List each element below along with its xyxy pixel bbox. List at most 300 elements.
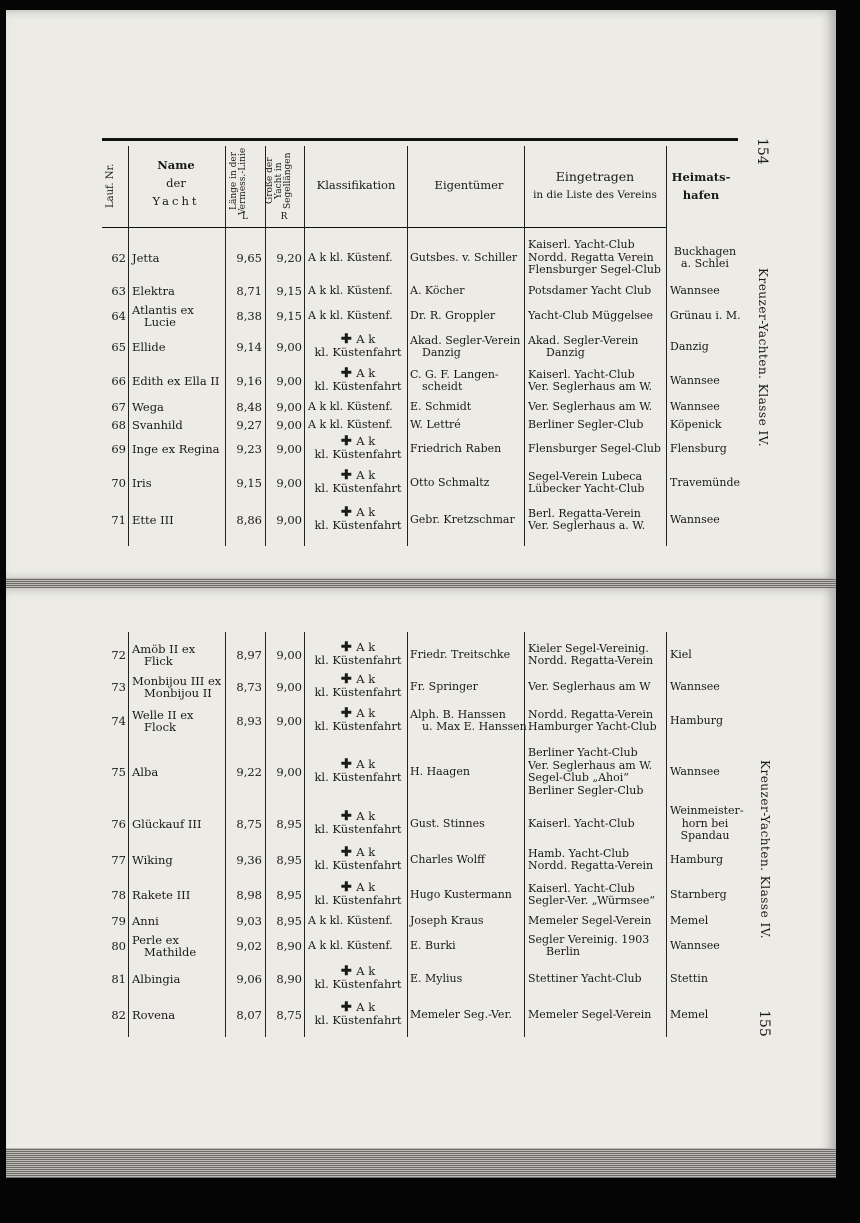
cell-name: [132, 375, 230, 388]
heimatshafen-line: Wannsee: [670, 764, 720, 778]
header-heimatshafen: [666, 170, 736, 202]
cell-eingetragen: [528, 643, 668, 668]
cell-eingetragen: [528, 681, 668, 694]
klassifikation-line: A k kl. Küstenf.: [308, 913, 393, 927]
eingetragen-line: Hamburger Yacht-Club: [528, 720, 657, 733]
cell-laenge: 9,65: [236, 250, 262, 265]
cell-eigentuemer: [410, 252, 528, 265]
cell-klassifikation: [308, 469, 408, 495]
page-number: 155: [756, 1010, 772, 1037]
cell-eingetragen: [528, 883, 668, 908]
table-row: [6, 416, 836, 434]
page-number: 154: [754, 138, 770, 165]
cross-icon: ✚: [340, 433, 357, 449]
cell-eingetragen: [528, 508, 668, 533]
eingetragen-line: Segel-Club „Ahoi“: [528, 771, 629, 784]
table-row: [6, 364, 836, 398]
cell-klassifikation: [308, 506, 408, 532]
cell-heimatshafen: [670, 310, 740, 323]
cell-lauf-nr: 70: [111, 475, 126, 490]
name-line: Elektra: [132, 283, 175, 298]
cell-lauf-nr: 77: [111, 852, 126, 867]
heimatshafen-line: Memel: [670, 1007, 709, 1021]
cell-laenge: 8,73: [236, 679, 262, 694]
heimatshafen-line: Köpenick: [670, 417, 722, 431]
cell-name: [132, 1009, 230, 1022]
page-stack-edge-bottom: [6, 1148, 836, 1178]
cell-klassifikation: [308, 401, 408, 414]
cell-klassifikation: [308, 435, 408, 461]
eingetragen-line: Nordd. Regatta-Verein: [528, 707, 654, 721]
eigentuemer-line: E. Mylius: [410, 971, 463, 985]
cell-lauf-nr: 75: [111, 764, 126, 779]
cell-lauf-nr: 71: [111, 512, 126, 527]
cell-eingetragen: [528, 709, 668, 734]
eingetragen-line: Akad. Segler-Verein: [528, 333, 639, 347]
heimatshafen-line: Wannsee: [670, 938, 720, 952]
cell-laenge: 8,48: [236, 399, 262, 414]
heimatshafen-line: Wannsee: [670, 373, 720, 387]
cell-name: [132, 341, 230, 354]
cell-heimatshafen: [670, 940, 740, 953]
cross-icon: ✚: [340, 639, 357, 655]
cell-klassifikation: [308, 846, 408, 872]
cell-groesse: 9,00: [276, 373, 302, 388]
cell-groesse: 8,90: [276, 938, 302, 953]
eingetragen-line: Segler Vereinig. 1903: [528, 932, 650, 946]
cell-heimatshafen: [670, 1009, 740, 1022]
eigentuemer-line: Gutsbes. v. Schiller: [410, 250, 518, 264]
cell-lauf-nr: 62: [111, 250, 126, 265]
cell-heimatshafen: [670, 514, 740, 527]
heimatshafen-line: Wannsee: [670, 679, 720, 693]
cell-klassifikation: [308, 881, 408, 907]
eingetragen-line: Kaiserl. Yacht-Club: [528, 881, 635, 895]
cell-eingetragen: [528, 419, 668, 432]
heimatshafen-line: Danzig: [670, 339, 709, 353]
name-line: Rovena: [132, 1007, 176, 1022]
name-line: Lucie: [144, 315, 176, 329]
eingetragen-line: Hamb. Yacht-Club: [528, 846, 630, 860]
cell-eigentuemer: [410, 1009, 528, 1022]
klassifikation-line: kl. Küstenfahrt: [314, 518, 402, 532]
heimatshafen-line: Hamburg: [670, 852, 724, 866]
heimatshafen-line: horn bei: [681, 816, 729, 830]
eingetragen-line: Flensburger Segel-Club: [528, 441, 661, 455]
eingetragen-line: Kieler Segel-Vereinig.: [528, 641, 649, 655]
cell-name: [132, 514, 230, 527]
cell-name: [132, 443, 230, 456]
running-title: Kreuzer-Yachten. Klasse IV.: [758, 760, 772, 940]
eigentuemer-line: H. Haagen: [410, 764, 470, 778]
table-row: [6, 302, 836, 330]
cell-eigentuemer: [410, 477, 528, 490]
cell-lauf-nr: 63: [111, 283, 126, 298]
eigentuemer-line: Hugo Kustermann: [410, 887, 512, 901]
eigentuemer-line: Gust. Stinnes: [410, 816, 485, 830]
cell-laenge: 9,22: [236, 764, 262, 779]
cell-lauf-nr: 73: [111, 679, 126, 694]
header-heimat-1: Heimats-: [671, 170, 731, 184]
table-row: [6, 878, 836, 912]
cell-lauf-nr: 81: [111, 971, 126, 986]
eingetragen-line: Berlin: [546, 945, 580, 958]
cell-groesse: 9,15: [276, 308, 302, 323]
header-groesse: Größe der Yacht in Segellängen: [265, 152, 293, 210]
cell-name: [132, 709, 230, 734]
eigentuemer-line: Dr. R. Groppler: [410, 308, 496, 322]
cell-name: [132, 252, 230, 265]
cell-eigentuemer: [410, 335, 528, 360]
name-line: Monbijou III ex: [132, 673, 222, 688]
cell-klassifikation: [308, 419, 408, 432]
cell-heimatshafen: [670, 854, 740, 867]
cell-lauf-nr: 72: [111, 647, 126, 662]
header-name: [128, 158, 224, 208]
table-row: [6, 804, 836, 844]
cell-klassifikation: [308, 673, 408, 699]
cell-eigentuemer: [410, 514, 528, 527]
cell-heimatshafen: [670, 246, 740, 271]
header-eingetragen-2: in die Liste des Vereins: [533, 189, 657, 201]
cell-klassifikation: [308, 810, 408, 836]
klassifikation-line: A k kl. Küstenf.: [308, 250, 393, 264]
cell-groesse: 8,95: [276, 816, 302, 831]
page-stack-edge: [6, 578, 836, 588]
eigentuemer-line: W. Lettré: [410, 417, 461, 431]
cell-laenge: 9,36: [236, 852, 262, 867]
eigentuemer-line: Memeler Seg.-Ver.: [410, 1007, 512, 1021]
cell-heimatshafen: [670, 715, 740, 728]
cross-icon: ✚: [340, 331, 357, 347]
cell-heimatshafen: [670, 375, 740, 388]
cell-groesse: 8,75: [276, 1007, 302, 1022]
name-line: Rakete III: [132, 887, 191, 902]
cell-groesse: 9,00: [276, 339, 302, 354]
eingetragen-line: Ver. Seglerhaus am W.: [528, 399, 653, 413]
klassifikation-line: kl. Küstenfahrt: [314, 345, 402, 359]
eigentuemer-line: Akad. Segler-Verein: [410, 333, 521, 347]
cell-eigentuemer: [410, 940, 528, 953]
cross-icon: ✚: [340, 705, 357, 721]
cell-name: [132, 889, 230, 902]
cell-groesse: 9,00: [276, 475, 302, 490]
cell-klassifikation: [308, 707, 408, 733]
header-name-3: Yacht: [152, 194, 200, 208]
cell-eingetragen: [528, 934, 668, 959]
cell-eigentuemer: [410, 915, 528, 928]
cross-icon: ✚: [340, 879, 357, 895]
cell-eigentuemer: [410, 419, 528, 432]
cell-heimatshafen: [670, 973, 740, 986]
cell-laenge: 8,86: [236, 512, 262, 527]
name-line: Anni: [132, 913, 159, 928]
cell-groesse: 9,00: [276, 679, 302, 694]
heimatshafen-line: Weinmeister-: [670, 804, 744, 818]
header-name-1: Name: [157, 158, 195, 172]
heimatshafen-line: Spandau: [680, 829, 730, 843]
cell-groesse: 9,00: [276, 713, 302, 728]
cell-eigentuemer: [410, 973, 528, 986]
table-row: [6, 740, 836, 804]
cell-klassifikation: [308, 252, 408, 265]
header-rule: [102, 138, 738, 141]
cell-eigentuemer: [410, 818, 528, 831]
heimatshafen-line: a. Schlei: [681, 257, 729, 270]
header-laenge: Länge in der Vermess.-Linie: [229, 147, 248, 215]
klassifikation-line: kl. Küstenfahrt: [314, 893, 402, 907]
klassifikation-line: A k kl. Küstenf.: [308, 399, 393, 413]
cell-eingetragen: [528, 369, 668, 394]
table-row: [6, 912, 836, 930]
klassifikation-line: kl. Küstenfahrt: [314, 822, 402, 836]
klassifikation-line: kl. Küstenfahrt: [314, 379, 402, 393]
cell-klassifikation: [308, 965, 408, 991]
eingetragen-line: Stettiner Yacht-Club: [528, 971, 642, 985]
table-row: [6, 844, 836, 876]
name-line: Ellide: [132, 339, 166, 354]
header-eingetragen: [524, 170, 666, 202]
cell-eigentuemer: [410, 369, 528, 394]
eingetragen-line: Nordd. Regatta Verein: [528, 250, 654, 264]
name-line: Albingia: [132, 971, 181, 986]
running-title: Kreuzer-Yachten. Klasse IV.: [756, 268, 770, 448]
cell-eigentuemer: [410, 649, 528, 662]
cell-laenge: 9,14: [236, 339, 262, 354]
cell-heimatshafen: [670, 443, 740, 456]
heimatshafen-line: Travemünde: [670, 475, 741, 489]
cell-heimatshafen: [670, 889, 740, 902]
name-line: Flick: [144, 654, 173, 668]
cell-laenge: 8,93: [236, 713, 262, 728]
cell-klassifikation: [308, 758, 408, 784]
cell-klassifikation: [308, 333, 408, 359]
cell-name: [132, 477, 230, 490]
klassifikation-line: ✚ A k: [340, 467, 376, 483]
heimatshafen-line: Wannsee: [670, 512, 720, 526]
header-name-2: der: [166, 176, 186, 190]
cell-groesse: 9,00: [276, 417, 302, 432]
eigentuemer-line: Otto Schmaltz: [410, 475, 490, 489]
table-row: [6, 998, 836, 1032]
heimatshafen-line: Grünau i. M.: [670, 308, 741, 322]
klassifikation-line: kl. Küstenfahrt: [314, 447, 402, 461]
cell-lauf-nr: 82: [111, 1007, 126, 1022]
cell-lauf-nr: 78: [111, 887, 126, 902]
klassifikation-line: ✚ A k: [340, 844, 376, 860]
klassifikation-line: ✚ A k: [340, 808, 376, 824]
cell-laenge: 8,38: [236, 308, 262, 323]
cell-groesse: 8,95: [276, 913, 302, 928]
eingetragen-line: Nordd. Regatta-Verein: [528, 859, 654, 872]
cell-eingetragen: [528, 285, 668, 298]
klassifikation-line: A k kl. Küstenf.: [308, 283, 393, 297]
cell-eingetragen: [528, 471, 668, 496]
table-row: [6, 640, 836, 670]
eingetragen-line: Lübecker Yacht-Club: [528, 482, 645, 495]
cell-laenge: 9,03: [236, 913, 262, 928]
heimatshafen-line: Wannsee: [670, 399, 720, 413]
header-heimat-2: hafen: [682, 188, 720, 202]
cross-icon: ✚: [340, 467, 357, 483]
cell-lauf-nr: 76: [111, 816, 126, 831]
klassifikation-line: kl. Küstenfahrt: [314, 481, 402, 495]
cross-icon: ✚: [340, 808, 357, 824]
header-groesse-symbol: R: [280, 212, 288, 222]
klassifikation-line: kl. Küstenfahrt: [314, 770, 402, 784]
cell-name: [132, 675, 230, 700]
cross-icon: ✚: [340, 365, 357, 381]
cross-icon: ✚: [340, 844, 357, 860]
cell-groesse: 9,00: [276, 441, 302, 456]
klassifikation-line: A k kl. Küstenf.: [308, 308, 393, 322]
klassifikation-line: kl. Küstenfahrt: [314, 685, 402, 699]
name-line: Alba: [132, 764, 159, 779]
cell-name: [132, 401, 230, 414]
klassifikation-line: ✚ A k: [340, 365, 376, 381]
cell-eingetragen: [528, 335, 668, 360]
heimatshafen-line: Memel: [670, 913, 709, 927]
table-row: [6, 238, 836, 278]
eigentuemer-line: Alph. B. Hanssen: [410, 707, 506, 721]
header-lauf-nr: Lauf. Nr.: [105, 163, 116, 209]
table-row: [6, 466, 836, 500]
cell-laenge: 8,71: [236, 283, 262, 298]
cell-eigentuemer: [410, 443, 528, 456]
cell-klassifikation: [308, 1001, 408, 1027]
header-klassifikation: Klassifikation: [316, 178, 396, 192]
heimatshafen-line: Buckhagen: [673, 244, 737, 258]
table-row: [6, 502, 836, 538]
eingetragen-line: Segler-Ver. „Würmsee“: [528, 894, 656, 907]
klassifikation-line: A k kl. Küstenf.: [308, 417, 393, 431]
klassifikation-line: ✚ A k: [340, 756, 376, 772]
cell-laenge: 9,23: [236, 441, 262, 456]
cell-heimatshafen: [670, 285, 740, 298]
klassifikation-line: ✚ A k: [340, 504, 376, 520]
cell-groesse: 9,00: [276, 512, 302, 527]
cell-lauf-nr: 69: [111, 441, 126, 456]
cell-laenge: 8,98: [236, 887, 262, 902]
klassifikation-line: ✚ A k: [340, 879, 376, 895]
cell-lauf-nr: 79: [111, 913, 126, 928]
name-line: Welle II ex: [132, 707, 194, 722]
name-line: Glückauf III: [132, 816, 202, 831]
klassifikation-line: A k kl. Küstenf.: [308, 938, 393, 952]
eigentuemer-line: C. G. F. Langen-: [410, 367, 499, 381]
page-154: [6, 10, 836, 580]
klassifikation-line: ✚ A k: [340, 331, 376, 347]
cell-groesse: 8,95: [276, 887, 302, 902]
header-eingetragen-1: Eingetragen: [555, 169, 635, 184]
cross-icon: ✚: [340, 504, 357, 520]
heimatshafen-line: Starnberg: [670, 887, 727, 901]
cell-groesse: 9,00: [276, 399, 302, 414]
cell-lauf-nr: 68: [111, 417, 126, 432]
name-line: Wiking: [132, 852, 173, 867]
eigentuemer-line: Friedr. Treitschke: [410, 647, 511, 661]
cell-name: [132, 643, 230, 668]
eingetragen-line: Memeler Segel-Verein: [528, 1007, 652, 1021]
cell-eingetragen: [528, 443, 668, 456]
name-line: Mathilde: [144, 945, 197, 959]
eingetragen-line: Berl. Regatta-Verein: [528, 506, 641, 520]
cell-eingetragen: [528, 239, 668, 277]
name-line: Wega: [132, 399, 164, 414]
heimatshafen-line: Kiel: [670, 647, 692, 661]
eingetragen-line: Kaiserl. Yacht-Club: [528, 367, 635, 381]
cell-heimatshafen: [670, 401, 740, 414]
table-row: [6, 704, 836, 738]
name-line: Flock: [144, 720, 176, 734]
klassifikation-line: ✚ A k: [340, 671, 376, 687]
heimatshafen-line: Hamburg: [670, 713, 724, 727]
name-line: Jetta: [132, 250, 160, 265]
eingetragen-line: Berliner Segler-Club: [528, 417, 644, 431]
page-155: [6, 588, 836, 1158]
klassifikation-line: kl. Küstenfahrt: [314, 653, 402, 667]
cell-eigentuemer: [410, 854, 528, 867]
cell-laenge: 9,06: [236, 971, 262, 986]
cell-eigentuemer: [410, 681, 528, 694]
cell-klassifikation: [308, 915, 408, 928]
cell-laenge: 8,97: [236, 647, 262, 662]
eigentuemer-line: u. Max E. Hanssen: [422, 720, 527, 733]
table-row: [6, 930, 836, 962]
name-line: Svanhild: [132, 417, 183, 432]
cell-eingetragen: [528, 310, 668, 323]
eigentuemer-line: Gebr. Kretzschmar: [410, 512, 515, 526]
eigentuemer-line: Friedrich Raben: [410, 441, 502, 455]
name-line: Amöb II ex: [132, 641, 196, 656]
cell-eigentuemer: [410, 285, 528, 298]
cell-lauf-nr: 74: [111, 713, 126, 728]
cell-eingetragen: [528, 401, 668, 414]
eingetragen-line: Berliner Yacht-Club: [528, 746, 638, 759]
name-line: Monbijou II: [144, 686, 212, 700]
cross-icon: ✚: [340, 963, 357, 979]
eingetragen-line: Memeler Segel-Verein: [528, 913, 652, 927]
cell-heimatshafen: [670, 477, 740, 490]
cell-eingetragen: [528, 747, 668, 797]
cell-klassifikation: [308, 940, 408, 953]
cell-lauf-nr: 64: [111, 308, 126, 323]
cell-laenge: 9,27: [236, 417, 262, 432]
cell-name: [132, 419, 230, 432]
eingetragen-line: Berliner Segler-Club: [528, 783, 644, 797]
table-row: [6, 398, 836, 416]
klassifikation-line: ✚ A k: [340, 705, 376, 721]
name-line: Ette III: [132, 512, 174, 527]
cell-eingetragen: [528, 848, 668, 873]
cell-eingetragen: [528, 915, 668, 928]
klassifikation-line: ✚ A k: [340, 999, 376, 1015]
cell-heimatshafen: [670, 341, 740, 354]
cell-heimatshafen: [670, 649, 740, 662]
cell-groesse: 8,95: [276, 852, 302, 867]
cell-groesse: 9,00: [276, 764, 302, 779]
cell-name: [132, 766, 230, 779]
name-line: Atlantis ex: [132, 302, 194, 317]
table-row: [6, 672, 836, 702]
eigentuemer-line: E. Burki: [410, 938, 456, 952]
eingetragen-line: Danzig: [546, 346, 585, 359]
klassifikation-line: kl. Küstenfahrt: [314, 858, 402, 872]
eingetragen-line: Ver. Seglerhaus am W: [528, 679, 651, 693]
cell-eingetragen: [528, 973, 668, 986]
eigentuemer-line: Fr. Springer: [410, 679, 478, 693]
cell-heimatshafen: [670, 804, 744, 843]
